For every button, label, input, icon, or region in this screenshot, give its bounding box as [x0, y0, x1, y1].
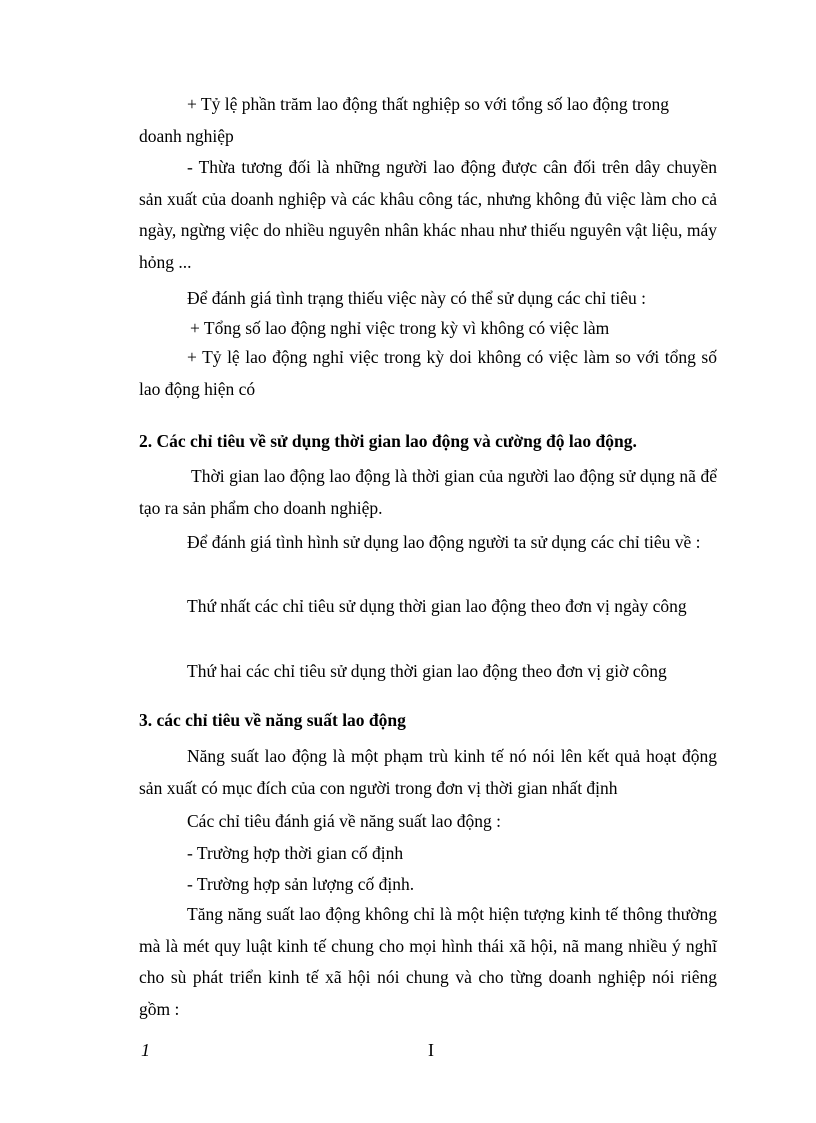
heading-section-2: 2. Các chỉ tiêu về sử dụng thời gian lao động và cường độ lao động. — [139, 431, 637, 451]
line-ty-le-phan-tram: + Tỷ lệ phần trăm lao động thất nghiệp so với tổng số lao động trong — [187, 94, 670, 114]
para-tang-nang-suat: Tăng năng suất lao động không chỉ là một hiện tượng kinh tế thông thường mà là mét quy luật kinh tế chung cho mọi hình thái xã hội, nã mang nhiều ý nghĩ cho sù phát triển kinh tế xã hội nói chung và cho từng doanh nghiệp nói riêng gồm : — [139, 904, 717, 1019]
heading-section-3: 3. các chỉ tiêu về năng suất lao động — [139, 710, 406, 730]
para-thoi-gian-lao-dong: Thời gian lao động lao động là thời gian của người lao động sử dụng nã để tạo ra sản phẩm cho doanh nghiệp. — [139, 466, 717, 518]
line-de-danh-gia: Để đánh giá tình trạng thiếu việc này có thể sử dụng các chỉ tiêu : — [187, 288, 646, 308]
para-thua-tuong-doi: - Thừa tương đối là những người lao động được cân đối trên dây chuyền sản xuất của doanh nghiệp và các khâu công tác, nhưng không đủ việc làm cho cả ngày, ngừng việc do nhiều nguyên nhân khác nhau như thiếu nguyên vật liệu, máy hỏng ... — [139, 157, 717, 272]
para-nang-suat-lao-dong: Năng suất lao động là một phạm trù kinh tế nó nói lên kết quả hoạt động sản xuất có mục đích của con người trong đơn vị thời gian nhất định — [139, 746, 717, 798]
para-de-danh-gia-tinh-hinh: Để đánh giá tình hình sử dụng lao động người ta sử dụng các chỉ tiêu về : — [187, 532, 701, 552]
line-thu-hai: Thứ hai các chỉ tiêu sử dụng thời gian lao động theo đơn vị giờ công — [187, 661, 667, 681]
page-number: I — [428, 1040, 434, 1060]
para-ty-le-nghi-viec: + Tỷ lệ lao động nghỉ việc trong kỳ doi không có việc làm so với tổng số lao động hiện có — [139, 347, 717, 399]
para-thu-nhat: Thứ nhất các chỉ tiêu sử dụng thời gian lao động theo đơn vị ngày công — [187, 596, 687, 616]
line-truong-hop-thoi-gian: - Trường hợp thời gian cố định — [187, 843, 404, 863]
line-doanh-nghiep: doanh nghiệp — [139, 126, 234, 146]
footer-left-mark: 1 — [141, 1040, 150, 1060]
line-cac-chi-tieu: Các chỉ tiêu đánh giá về năng suất lao động : — [187, 811, 501, 831]
line-truong-hop-san-luong: - Trường hợp sản lượng cố định. — [187, 874, 415, 894]
line-tong-so: + Tổng số lao động nghỉ việc trong kỳ vì không có việc làm — [190, 318, 610, 338]
